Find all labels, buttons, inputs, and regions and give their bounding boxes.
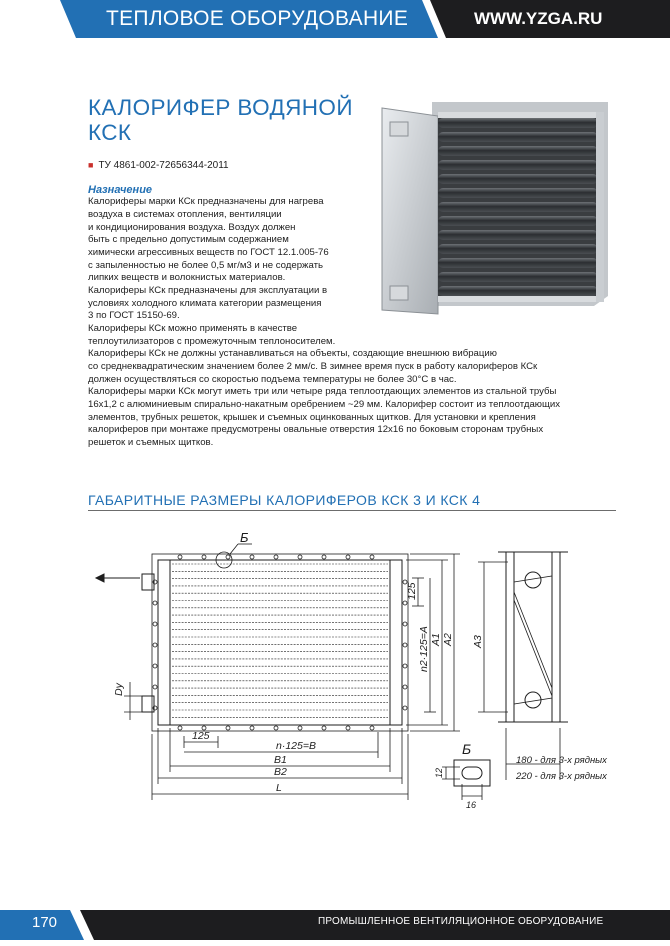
depth-4row-label: 220 - для 3-х рядных [516, 771, 607, 782]
flange-hole [298, 726, 302, 730]
description-line: решеток и съемных щитков. [88, 437, 214, 448]
vertical-span-label: n2·125=A [418, 626, 430, 672]
drawing-fin-rows [172, 564, 388, 717]
description-line: с запыленностью не более 0,5 мг/м3 и не содержать [88, 260, 323, 271]
description-line: 16х1,2 с алюминиевым спирально-накатным оребрением ~29 мм. Калорифер состоит из теплоотдающих [88, 399, 561, 410]
description-line: Калориферы марки КСк предназначены для нагрева [88, 196, 324, 207]
website-link[interactable]: WWW.YZGA.RU [474, 9, 603, 28]
description-line: Калориферы КСк не должны устанавливаться на объекты, создающие внешнюю вибрацию [88, 348, 497, 359]
photo-fin-row [438, 286, 598, 296]
flange-holes [153, 555, 407, 730]
photo-fin-row [438, 230, 598, 240]
description-line: теплоутилизаторов с промежуточным теплоносителем. [88, 336, 336, 347]
flange-hole [274, 726, 278, 730]
description-line: быть с предельно допустимым содержанием [88, 234, 289, 245]
flange-hole [226, 555, 230, 559]
flange-hole [153, 643, 157, 647]
photo-fin-row [438, 146, 598, 156]
description-line: должен осуществляться со скоростью подъема температуры не более 30°С в час. [88, 374, 457, 385]
photo-fin-row [438, 244, 598, 254]
flange-hole [403, 643, 407, 647]
detail-label: Б [462, 741, 472, 757]
photo-fin-row [438, 202, 598, 212]
slot-height-label: 12 [434, 767, 444, 778]
a3-label: A3 [472, 635, 484, 648]
dimensions-drawing [88, 522, 628, 812]
dimensions-section-title: ГАБАРИТНЫЕ РАЗМЕРЫ КАЛОРИФЕРОВ КСК 3 И КСК 4 [88, 492, 481, 508]
photo-inlet-pipe [390, 122, 408, 136]
heater-flange-outline [152, 554, 408, 731]
depth-3row-label: 180 - для 3-х рядных [516, 755, 607, 766]
product-title-line2: КСК [88, 120, 132, 145]
a2-label: A2 [442, 633, 454, 646]
description-line: Калориферы КСк можно применять в качестве [88, 323, 298, 334]
flange-hole [403, 601, 407, 605]
flange-hole [322, 555, 326, 559]
photo-fin-row [438, 216, 598, 226]
flange-hole [153, 622, 157, 626]
photo-side-plate [382, 108, 438, 314]
flange-hole [403, 622, 407, 626]
purpose-heading: Назначение [88, 184, 153, 196]
flange-hole [153, 664, 157, 668]
slot-width-label: 16 [466, 800, 477, 810]
photo-fin-row [438, 272, 598, 282]
product-photo [380, 100, 611, 319]
product-title [88, 95, 378, 145]
header-section-title: ТЕПЛОВОЕ ОБОРУДОВАНИЕ [106, 7, 409, 30]
description-line: условиях холодного климата категории размещения [88, 298, 322, 309]
description-line: и кондиционирования воздуха. Воздух должен [88, 222, 296, 233]
photo-fin-row [438, 160, 598, 170]
description-line: со среднеквадратическим значением более 2 мм/с. В зимнее время пуск в работу калориферов КСк [88, 361, 538, 372]
flange-hole [403, 664, 407, 668]
flange-hole [202, 555, 206, 559]
product-title-line1: КАЛОРИФЕР ВОДЯНОЙ [88, 95, 353, 120]
flange-hole [178, 555, 182, 559]
flange-hole [403, 685, 407, 689]
flange-hole [250, 555, 254, 559]
photo-fin-row [438, 174, 598, 184]
flange-hole [403, 706, 407, 710]
flange-hole [153, 601, 157, 605]
flange-hole [298, 555, 302, 559]
section-divider [88, 510, 616, 511]
heater-body-outline [158, 560, 402, 725]
description-line: калориферов при монтаже предусмотрены овальные отверстия 12х16 по боковым сторонам трубных [88, 424, 544, 435]
flange-hole [153, 685, 157, 689]
pitch-right-label: 125 [406, 582, 418, 600]
description-line: 3 по ГОСТ 15150-69. [88, 310, 180, 321]
photo-outlet-pipe [390, 286, 408, 300]
page-footer [0, 906, 670, 946]
flange-hole [370, 555, 374, 559]
b1-label: B1 [274, 754, 287, 766]
page-header [0, 0, 670, 38]
flange-hole [370, 726, 374, 730]
spec-line [88, 160, 229, 171]
page-number: 170 [32, 914, 58, 931]
flange-hole [226, 726, 230, 730]
flange-hole [322, 726, 326, 730]
photo-fin-row [438, 258, 598, 268]
spec-text: ТУ 4861-002-72656344-2011 [98, 160, 229, 171]
flange-hole [274, 555, 278, 559]
description-line: Калориферы марки КСк могут иметь три или четыре ряда теплоотдающих элементов из стальной трубы [88, 386, 557, 397]
flange-hole [346, 555, 350, 559]
dy-label: Dy [113, 683, 125, 696]
pitch-span-label: n·125=B [276, 740, 316, 752]
footer-text: ПРОМЫШЛЕННОЕ ВЕНТИЛЯЦИОННОЕ ОБОРУДОВАНИЕ [318, 916, 604, 927]
description-line: липких веществ и волокнистых материалов. [88, 272, 286, 283]
description-line: Калориферы КСк предназначены для эксплуатации в [88, 285, 328, 296]
photo-fin-row [438, 118, 598, 128]
a1-label: A1 [430, 633, 442, 646]
b2-label: B2 [274, 766, 287, 778]
description-line: воздуха в системах отопления, вентиляции [88, 209, 282, 220]
detail-slot-plate [454, 760, 490, 786]
description-line: химически агрессивных веществ по ГОСТ 12.1.005-76 [88, 247, 329, 258]
photo-fin-row [438, 132, 598, 142]
flange-hole [250, 726, 254, 730]
bullet-icon: ■ [88, 160, 94, 170]
detail-oval-slot [462, 767, 482, 779]
l-label: L [276, 782, 282, 794]
detail-callout-label: Б [240, 530, 249, 545]
photo-fin-row [438, 188, 598, 198]
flange-hole [346, 726, 350, 730]
description-line: элементов, трубных решеток, крышек и съемных оцинкованных щитков. Для установки и крепления [88, 412, 536, 423]
pitch-left-label: 125 [192, 730, 210, 742]
flange-hole [178, 726, 182, 730]
